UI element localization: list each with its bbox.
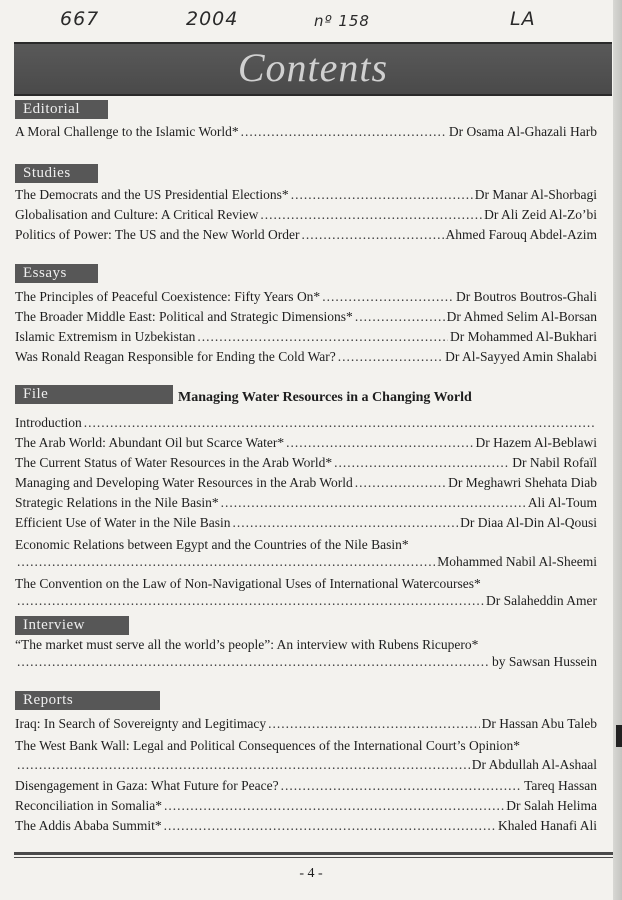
section-header-editorial: Editorial bbox=[15, 100, 108, 119]
toc-entry[interactable]: Reconciliation in Somalia* ..... Dr Salah Helima bbox=[15, 797, 597, 815]
handwritten-note: 2004 bbox=[186, 8, 239, 30]
page-number: - 4 - bbox=[299, 866, 323, 881]
toc-entry[interactable]: The Principles of Peaceful Coexistence: Fifty Years On* ..... Dr Boutros Boutros-Ghali bbox=[15, 288, 597, 306]
toc-entry-title[interactable]: Economic Relations between Egypt and the Countries of the Nile Basin* bbox=[15, 537, 409, 552]
toc-entry[interactable]: Disengagement in Gaza: What Future for Peace? ..... Tareq Hassan bbox=[15, 777, 597, 795]
toc-entry-title[interactable]: The Convention on the Law of Non-Navigational Uses of International Watercourses* bbox=[15, 576, 481, 591]
contents-banner bbox=[14, 42, 612, 96]
section-header-interview: Interview bbox=[15, 616, 129, 635]
toc-entry[interactable]: Politics of Power: The US and the New World Order ..... Ahmed Farouq Abdel-Azim bbox=[15, 226, 597, 244]
toc-entry[interactable]: Managing and Developing Water Resources in the Arab World ..... Dr Meghawri Shehata Diab bbox=[15, 474, 597, 492]
handwritten-note: nº 158 bbox=[314, 12, 370, 30]
scan-mark bbox=[616, 725, 622, 747]
toc-entry[interactable]: The Broader Middle East: Political and Strategic Dimensions* ..... Dr Ahmed Selim Al-Borsan bbox=[15, 308, 597, 326]
footer-rule bbox=[14, 857, 614, 858]
section-header-essays: Essays bbox=[15, 264, 98, 283]
toc-entry[interactable]: Iraq: In Search of Sovereignty and Legitimacy ..... Dr Hassan Abu Taleb bbox=[15, 715, 597, 733]
toc-entry[interactable]: Efficient Use of Water in the Nile Basin ..... Dr Diaa Al-Din Al-Qousi bbox=[15, 514, 597, 532]
footer-rule bbox=[14, 852, 614, 855]
toc-entry[interactable]: Islamic Extremism in Uzbekistan ..... Dr Mohammed Al-Bukhari bbox=[15, 328, 597, 346]
section-header-file: File bbox=[15, 385, 173, 404]
toc-entry[interactable]: Globalisation and Culture: A Critical Review ..... Dr Ali Zeid Al-Zo’bi bbox=[15, 206, 597, 224]
toc-entry[interactable]: The Democrats and the US Presidential Elections* ..... Dr Manar Al-Shorbagi bbox=[15, 186, 597, 204]
handwritten-note: LA bbox=[510, 8, 536, 30]
section-header-studies: Studies bbox=[15, 164, 98, 183]
toc-entry[interactable]: The Addis Ababa Summit* ..... Khaled Hanafi Ali bbox=[15, 817, 597, 835]
toc-entry[interactable]: Strategic Relations in the Nile Basin* ..... Ali Al-Toum bbox=[15, 494, 597, 512]
toc-entry-author-line[interactable]: ..... Mohammed Nabil Al-Sheemi bbox=[15, 553, 597, 571]
toc-entry-author-line[interactable]: ..... by Sawsan Hussein bbox=[15, 653, 597, 671]
section-header-reports: Reports bbox=[15, 691, 160, 710]
file-heading: Managing Water Resources in a Changing World bbox=[178, 390, 472, 405]
toc-entry[interactable]: The Arab World: Abundant Oil but Scarce Water* ..... Dr Hazem Al-Beblawi bbox=[15, 434, 597, 452]
toc-entry[interactable]: Was Ronald Reagan Responsible for Ending the Cold War? ..... Dr Al-Sayyed Amin Shalabi bbox=[15, 348, 597, 366]
toc-entry-title[interactable]: The West Bank Wall: Legal and Political Consequences of the International Court’s Opinion* bbox=[15, 738, 520, 753]
page-title: Contents bbox=[237, 45, 389, 90]
toc-entry-author-line[interactable]: ..... Dr Salaheddin Amer bbox=[15, 592, 597, 610]
page-edge-shadow bbox=[613, 0, 622, 900]
toc-entry-title[interactable]: “The market must serve all the world’s people”: An interview with Rubens Ricupero* bbox=[15, 637, 479, 652]
toc-entry[interactable]: A Moral Challenge to the Islamic World* ..... Dr Osama Al-Ghazali Harb bbox=[15, 123, 597, 141]
handwritten-note: 667 bbox=[60, 8, 100, 30]
toc-entry-author-line[interactable]: ..... Dr Abdullah Al-Ashaal bbox=[15, 756, 597, 774]
toc-entry[interactable]: Introduction ..... bbox=[15, 414, 597, 432]
toc-entry[interactable]: The Current Status of Water Resources in the Arab World* ..... Dr Nabil Rofaïl bbox=[15, 454, 597, 472]
